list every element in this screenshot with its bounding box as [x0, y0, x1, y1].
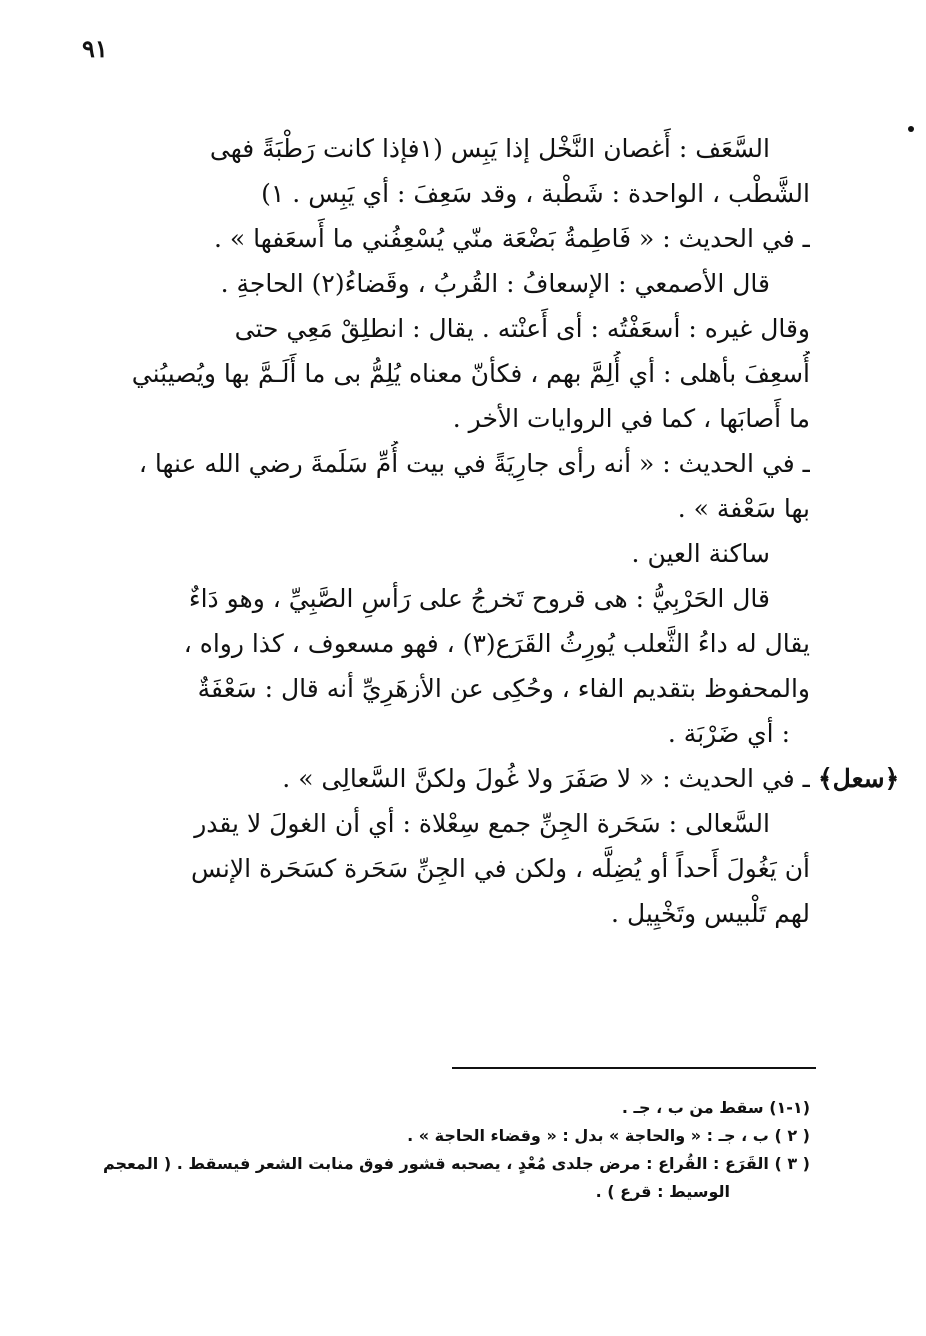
text-line: ـ في الحديث : « فَاطِمةُ بَضْعَة منّي يُسْعِفُني ما أَسعَفها » .: [213, 224, 810, 253]
text-line: والمحفوظ بتقديم الفاء ، وحُكِى عن الأزهَرِيِّ أنه قال : سَعْفَةٌ: [197, 674, 810, 703]
footnote: الوسيط : قرع ) .: [595, 1182, 730, 1201]
text-line: قال الأصمعي : الإسعافُ : القُربُ ، وقَضاءُ(٢) الحاجةِ .: [220, 269, 770, 298]
footnote: ( ٢ ) ب ، جـ : « والحاجة » بدل : « وقضاء الحاجة » .: [407, 1126, 810, 1145]
text-line: وقال غيره : أسعَفْتُه : أى أَعنْته . يقال : انطلِقْ مَعِي حتى: [234, 314, 810, 343]
side-heading: ﴿سعل﴾: [818, 764, 900, 793]
text-line: قال الحَرْبِيُّ : هى قروح تَخرجُ على رَأسِ الصَّبِيِّ ، وهو دَاءٌ: [188, 584, 770, 613]
text-line: لهم تَلْبيس وتَخْيِيل .: [611, 899, 810, 928]
footnote-separator: [452, 1067, 816, 1069]
text-line: ساكنة العين .: [631, 539, 770, 568]
text-line: : أي ضَرْبَة .: [667, 719, 790, 748]
text-line: أن يَغُولَ أَحداً أو يُضِلَّه ، ولكن في الجِنِّ سَحَرة كسَحَرة الإنس: [191, 854, 810, 883]
text-line: بها سَعْفة » .: [677, 494, 810, 523]
text-line: السَّعالى : سَحَرة الجِنِّ جمع سِعْلاة : أي أن الغولَ لا يقدر: [194, 809, 770, 838]
footnote: ( ٣ ) القَرَع : القُراع : مرض جلدى مُعْدٍ ، يصحبه قشور فوق منابت الشعر فيسقط . ( المعجم: [102, 1154, 810, 1173]
footnotes: [70, 1094, 810, 1206]
text-line: السَّعَف : أَغصان النَّخْل إذا يَبِس (١فإذا كانت رَطْبَةً فهى: [209, 134, 770, 163]
text-line: الشَّطْب ، الواحدة : شَطْبة ، وقد سَعِفَ : أي يَبِس . ١): [261, 179, 810, 208]
main-text: [70, 126, 810, 936]
margin-dot: [908, 126, 914, 132]
footnote: (١-١) سقط من ب ، جـ .: [621, 1098, 810, 1117]
text-line-with-heading: [70, 756, 810, 801]
text-line: أُسعِفَ بأهلى : أي أُلِمَّ بهم ، فكأنّ معناه يُلِمُّ بى ما أَلَـمَّ بها ويُصيبُني: [131, 359, 810, 388]
text-line: ما أَصابَها ، كما في الروايات الأخر .: [452, 404, 810, 433]
text-line: ـ في الحديث : « لا صَفَرَ ولا غُولَ ولكنَّ السَّعالِى » .: [282, 764, 810, 793]
text-line: ـ في الحديث : « أنه رأى جارِيَةً في بيت أُمِّ سَلَمةَ رضي الله عنها ،: [138, 449, 810, 478]
page-number: ٩١: [82, 34, 108, 63]
text-line: يقال له داءُ الثَّعلب يُورِثُ القَرَع(٣) ، فهو مسعوف ، كذا رواه ،: [183, 629, 810, 658]
